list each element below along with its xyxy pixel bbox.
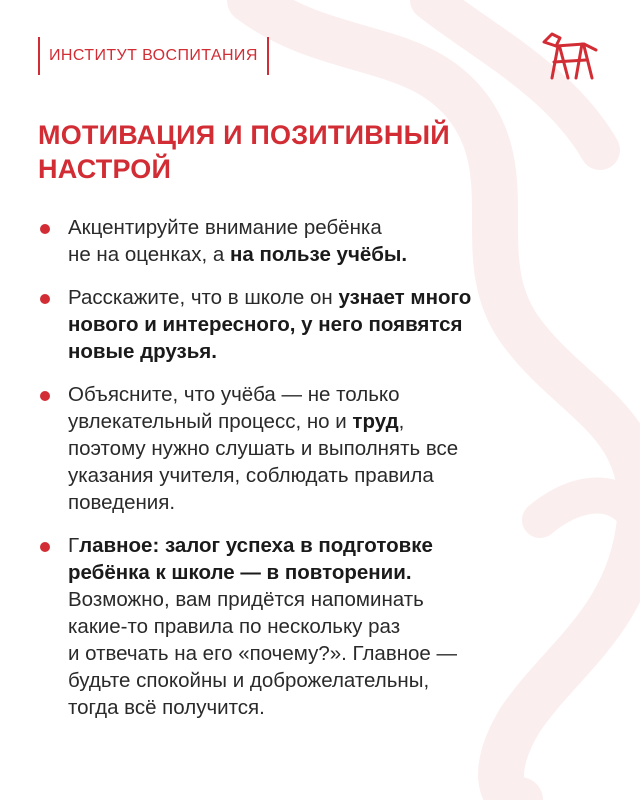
tip-3-line-2 xyxy=(68,408,598,435)
tip-4-line-3: Возможно, вам придётся напоминать xyxy=(68,588,424,611)
tip-4-line-5: и отвечать на его «почему?». Главное — xyxy=(68,642,458,665)
tip-1-emphasis: на пользе учёбы. xyxy=(230,243,408,266)
tip-2-line-1 xyxy=(68,284,598,311)
page-title xyxy=(38,118,450,186)
tip-4-first-letter: Г xyxy=(68,534,80,557)
bullet-dot-icon xyxy=(40,294,50,304)
tip-4-line-2: ребёнка к школе — в повторении. xyxy=(68,561,412,584)
tip-item-4 xyxy=(38,532,598,721)
tip-3-emphasis: труд xyxy=(352,410,399,433)
bullet-dot-icon xyxy=(40,542,50,552)
tip-item-2 xyxy=(38,284,598,365)
horse-logo-icon xyxy=(538,28,602,86)
tip-3-text: увлекательный процесс, но и xyxy=(68,410,353,433)
tip-2-line-2: нового и интересного, у него появятся xyxy=(68,313,463,336)
title-line-1: МОТИВАЦИЯ И ПОЗИТИВНЫЙ xyxy=(38,120,450,150)
tip-3-line-3: поэтому нужно слушать и выполнять все xyxy=(68,437,459,460)
tip-item-3 xyxy=(38,381,598,516)
tips-list xyxy=(38,214,598,721)
title-line-2: НАСТРОЙ xyxy=(38,154,172,184)
tip-3-line-5: поведения. xyxy=(68,491,176,514)
tip-1-text: не на оценках, а xyxy=(68,243,231,266)
bullet-dot-icon xyxy=(40,224,50,234)
tip-2-text: Расскажите, что в школе он xyxy=(68,286,339,309)
tip-2-line-3: новые друзья. xyxy=(68,340,217,363)
tip-2-emphasis: узнает много xyxy=(338,286,472,309)
tip-item-1 xyxy=(38,214,598,268)
tip-4-line-1 xyxy=(68,532,598,559)
tip-1-line-1: Акцентируйте внимание ребёнка xyxy=(68,216,382,239)
tip-3-line-1: Объясните, что учёба — не только xyxy=(68,383,400,406)
tip-3-comma: , xyxy=(398,410,405,433)
bullet-dot-icon xyxy=(40,391,50,401)
tip-1-line-2 xyxy=(68,241,598,268)
tip-4-line-4: какие-то правила по нескольку раз xyxy=(68,615,401,638)
tip-4-line-6: будьте спокойны и доброжелательны, xyxy=(68,669,430,692)
tip-3-line-4: указания учителя, соблюдать правила xyxy=(68,464,434,487)
brand-label: ИНСТИТУТ ВОСПИТАНИЯ xyxy=(38,37,269,75)
tip-4-line-7: тогда всё получится. xyxy=(68,696,265,719)
tip-4-emphasis: лавное: залог успеха в подготовке xyxy=(79,534,433,557)
